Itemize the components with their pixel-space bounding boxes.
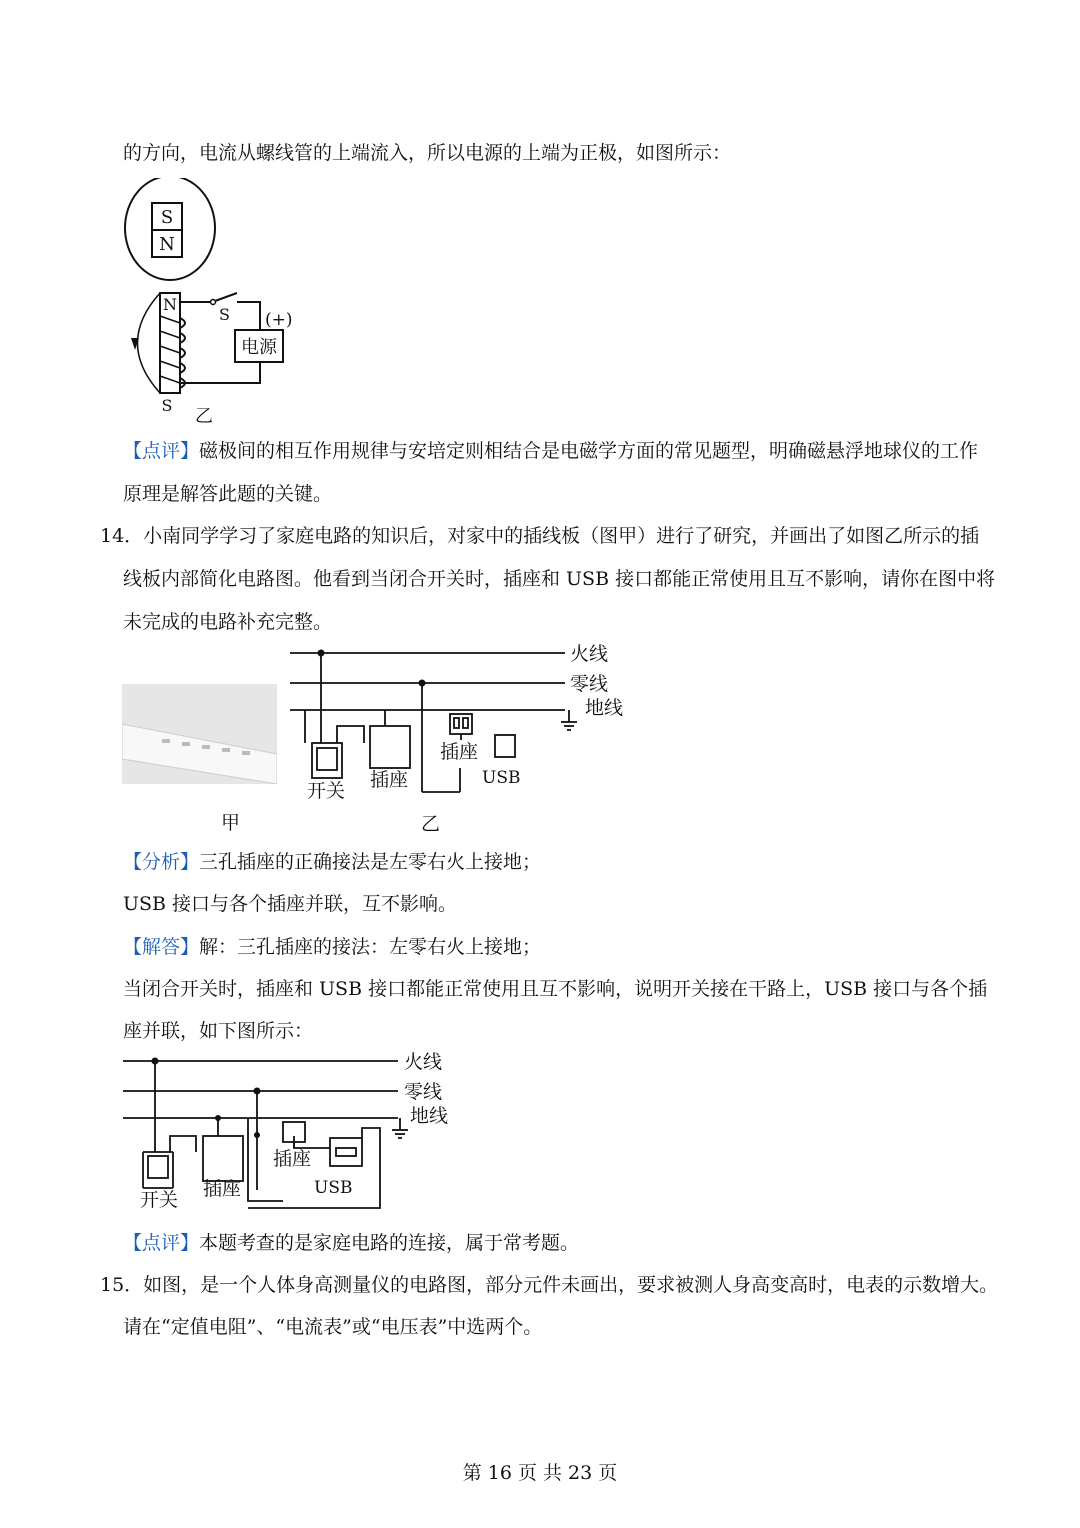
usb-label: USB [482,768,521,788]
q15-line2: 请在“定值电阻”、“电流表”或“电压表”中选两个。 [123,1316,543,1338]
paragraph-1: 的方向，电流从螺线管的上端流入，所以电源的上端为正极，如图所示： [123,142,732,164]
plus-label: (+) [265,310,293,330]
switch-label-3: 开关 [140,1189,179,1211]
review-1-tag: 【点评】 [123,440,200,462]
power-strip-photo [122,684,277,784]
analysis-line2: USB 接口与各个插座并联，互不影响。 [123,893,458,915]
coil-s-label: S [161,396,173,415]
caption-yi: 乙 [421,813,441,835]
review-2: 【点评】本题考查的是家庭电路的连接，属于常考题。 [123,1232,580,1254]
earth-label-2: 地线 [410,1105,449,1127]
socket-label-3: 插座 [203,1178,242,1200]
circuit-incomplete [285,640,625,840]
coil-n-label: N [163,295,177,314]
q14-line1: 14．小南同学学习了家庭电路的知识后，对家中的插线板（图甲）进行了研究，并画出了如图乙所示的插 [100,525,980,547]
review-1-line1: 【点评】磁极间的相互作用规律与安培定则相结合是电磁学方面的常见题型，明确磁悬浮地球仪的工作 [123,440,979,462]
switch-label-2: 开关 [307,780,346,802]
analysis-line1: 【分析】三孔插座的正确接法是左零右火上接地； [123,851,542,873]
review-1-line2: 原理是解答此题的关键。 [123,483,333,505]
earth-label: 地线 [585,697,624,719]
live-label: 火线 [570,643,609,665]
solenoid-figure [115,178,325,428]
socket-label-2: 插座 [440,741,479,763]
page-footer: 第 16 页 共 23 页 [462,1462,618,1484]
magnet-s-label: S [160,207,174,228]
q15-line1: 15．如图，是一个人体身高测量仪的电路图，部分元件未画出，要求被测人身高变高时，电表的示数增大。 [100,1274,999,1296]
socket-label-4: 插座 [273,1148,312,1170]
q14-line2: 线板内部简化电路图。他看到当闭合开关时，插座和 USB 接口都能正常使用且互不影响，请你在图中将 [123,568,996,590]
neutral-label-2: 零线 [404,1081,443,1103]
live-label-2: 火线 [404,1051,443,1073]
circuit-complete [118,1048,463,1218]
power-label: 电源 [241,337,277,358]
answer-line1: 【解答】解：三孔插座的接法：左零右火上接地； [123,936,542,958]
q14-line3: 未完成的电路补充完整。 [123,611,333,633]
caption-jia: 甲 [221,812,241,834]
neutral-label: 零线 [570,673,609,695]
fig1-caption: 乙 [195,406,213,427]
switch-label: S [219,305,230,324]
usb-label-2: USB [314,1178,353,1198]
answer-line2: 当闭合开关时，插座和 USB 接口都能正常使用且互不影响，说明开关接在干路上，USB 接口与各个插 [123,978,988,1000]
magnet-n-label: N [159,234,175,255]
answer-line3: 座并联，如下图所示： [123,1020,314,1042]
socket-label: 插座 [370,769,409,791]
